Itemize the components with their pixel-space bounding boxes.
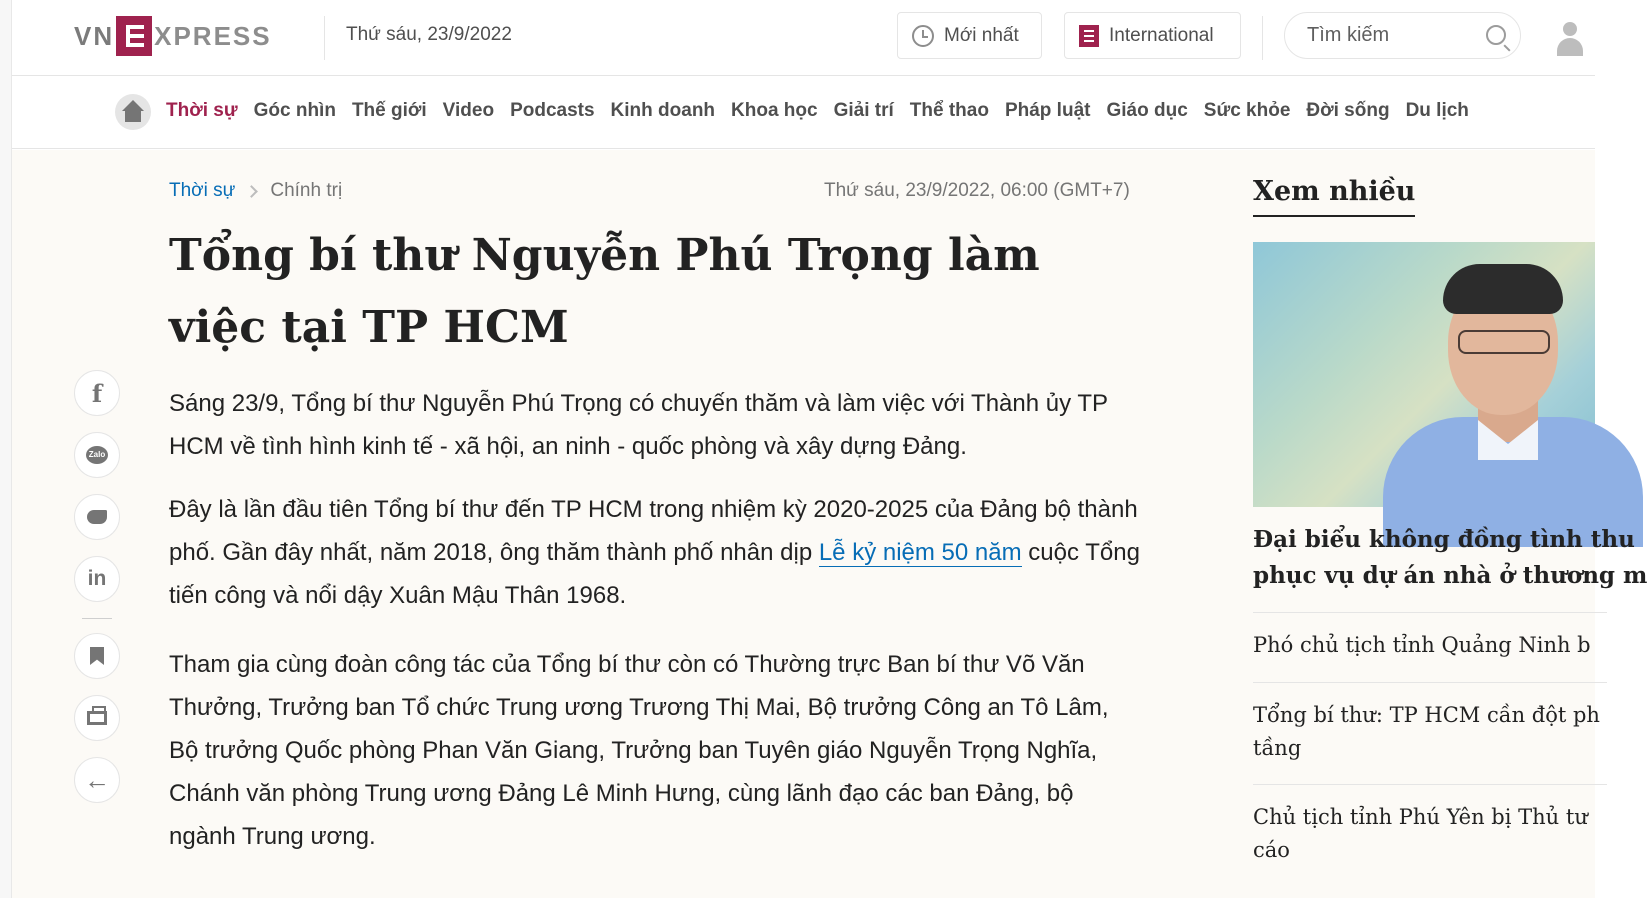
article-date: Thứ sáu, 23/9/2022, 06:00 (GMT+7) [824,180,1130,201]
lead-line: phục vụ dự án nhà ở thương m [1253,562,1647,589]
lead-line: Đại biểu không đồng tình thu [1253,526,1635,553]
logo-vn-text: VN [74,20,115,51]
most-viewed-item[interactable] [1253,612,1607,662]
nav-item[interactable]: Pháp luật [1004,100,1091,121]
arrow-left-icon: ← [84,764,110,795]
international-label: International [1109,24,1214,46]
article-paragraph-2: Tham gia cùng đoàn công tác của Tổng bí thư còn có Thường trực Ban bí thư Võ Văn Thưởng, Trưởng ban Tổ chức Trung ương Trương Thị Mai, Bộ trưởng Công an Tô Lâm, Bộ trưởng Quốc phòng Phan Văn Giang, Trưởng ban Tuyên giáo Nguyễn Trọng Nghĩa, Chánh văn phòng Trung ương Đảng Lê Minh Hưng, cùng lãnh đạo các ban Đảng, bộ ngành Trung ương. [169,651,1109,850]
breadcrumb-chinh-tri[interactable]: Chính trị [270,180,343,201]
twitter-share-button[interactable] [74,494,120,540]
nav-item[interactable]: Video [442,100,495,121]
nav-item[interactable]: Đời sống [1306,100,1390,121]
nav-item[interactable]: Thể thao [909,100,989,121]
logo-e-icon [116,16,152,56]
item-line: Phó chủ tịch tỉnh Quảng Ninh b [1253,633,1591,657]
category-nav [12,76,1595,149]
linkedin-icon: in [87,567,107,590]
paragraph-text: cuộc Tổng tiến công và nổi dậy Xuân Mậu Thân 1968. [169,539,1140,609]
twitter-icon [87,510,107,524]
nav-item[interactable]: Giáo dục [1106,100,1188,121]
facebook-icon: f [91,378,103,408]
logo-express-text: XPRESS [154,20,272,51]
share-rail-divider [82,618,112,619]
search-icon[interactable] [1486,25,1506,45]
article-lead: Sáng 23/9, Tổng bí thư Nguyễn Phú Trọng có chuyến thăm và làm việc với Thành ủy TP HCM về tình hình kinh tế - xã hội, an ninh - quốc phòng và xây dựng Đảng. [169,390,1108,460]
most-viewed-item[interactable] [1253,784,1607,867]
vnexpress-logo[interactable] [74,14,272,58]
nav-item[interactable]: Du lịch [1405,100,1469,121]
international-button[interactable] [1064,12,1241,59]
facebook-share-button[interactable] [74,370,120,416]
anniversary-link[interactable]: Lễ kỷ niệm 50 năm [818,539,1022,566]
zalo-icon: Zalo [86,446,108,464]
nav-item[interactable]: Kinh doanh [610,100,716,121]
article-title: Tổng bí thư Nguyễn Phú Trọng làm việc tại TP HCM [169,230,1040,353]
item-line: Tổng bí thư: TP HCM cần đột ph [1253,703,1600,727]
nav-item[interactable]: Góc nhìn [253,100,336,121]
clock-icon [912,25,934,47]
header-divider [324,16,325,60]
zalo-share-button[interactable] [74,432,120,478]
nav-item[interactable]: Giải trí [833,100,894,121]
linkedin-share-button[interactable] [74,556,120,602]
window-left-edge [0,0,12,898]
article-page [12,150,1647,898]
home-icon[interactable] [115,94,151,130]
chevron-right-icon [245,185,258,198]
user-icon[interactable] [1555,22,1585,52]
latest-news-button[interactable] [897,12,1042,59]
most-viewed-item[interactable] [1253,682,1607,765]
most-viewed-thumbnail[interactable] [1253,242,1595,507]
header-date: Thứ sáu, 23/9/2022 [346,24,512,45]
nav-item[interactable]: Sức khỏe [1203,100,1291,121]
print-icon [87,711,107,725]
breadcrumb [169,180,342,202]
search-placeholder: Tìm kiếm [1307,24,1390,46]
photo-hair [1443,264,1563,314]
nav-item[interactable]: Khoa học [731,100,818,121]
print-button[interactable] [74,695,120,741]
photo-glasses [1458,330,1550,354]
international-e-icon [1079,25,1099,47]
breadcrumb-thoi-su[interactable]: Thời sự [169,180,236,201]
bookmark-button[interactable] [74,633,120,679]
most-viewed-title: Xem nhiều [1253,176,1415,217]
nav-item[interactable]: Thời sự [166,100,238,121]
nav-list [166,100,1469,122]
item-line: Chủ tịch tỉnh Phú Yên bị Thủ tư [1253,805,1588,829]
nav-item[interactable]: Thế giới [351,100,427,121]
top-bar [12,0,1595,76]
most-viewed-lead-link[interactable] [1253,522,1647,594]
item-line: cáo [1253,838,1290,862]
bookmark-icon [90,647,104,665]
item-line: tầng [1253,736,1302,760]
back-button[interactable] [74,757,120,803]
article-paragraph-1 [169,488,1144,617]
search-input[interactable] [1284,12,1521,59]
header-divider-2 [1262,16,1263,60]
nav-item[interactable]: Podcasts [510,100,595,121]
latest-news-label: Mới nhất [944,24,1019,46]
paragraph-text: Đây là lần đầu tiên Tổng bí thư đến TP HCM trong nhiệm kỳ 2020-2025 của Đảng bộ thành phố. Gần đây nhất, năm 2018, ông thăm thành phố nhân dịp [169,496,1138,566]
